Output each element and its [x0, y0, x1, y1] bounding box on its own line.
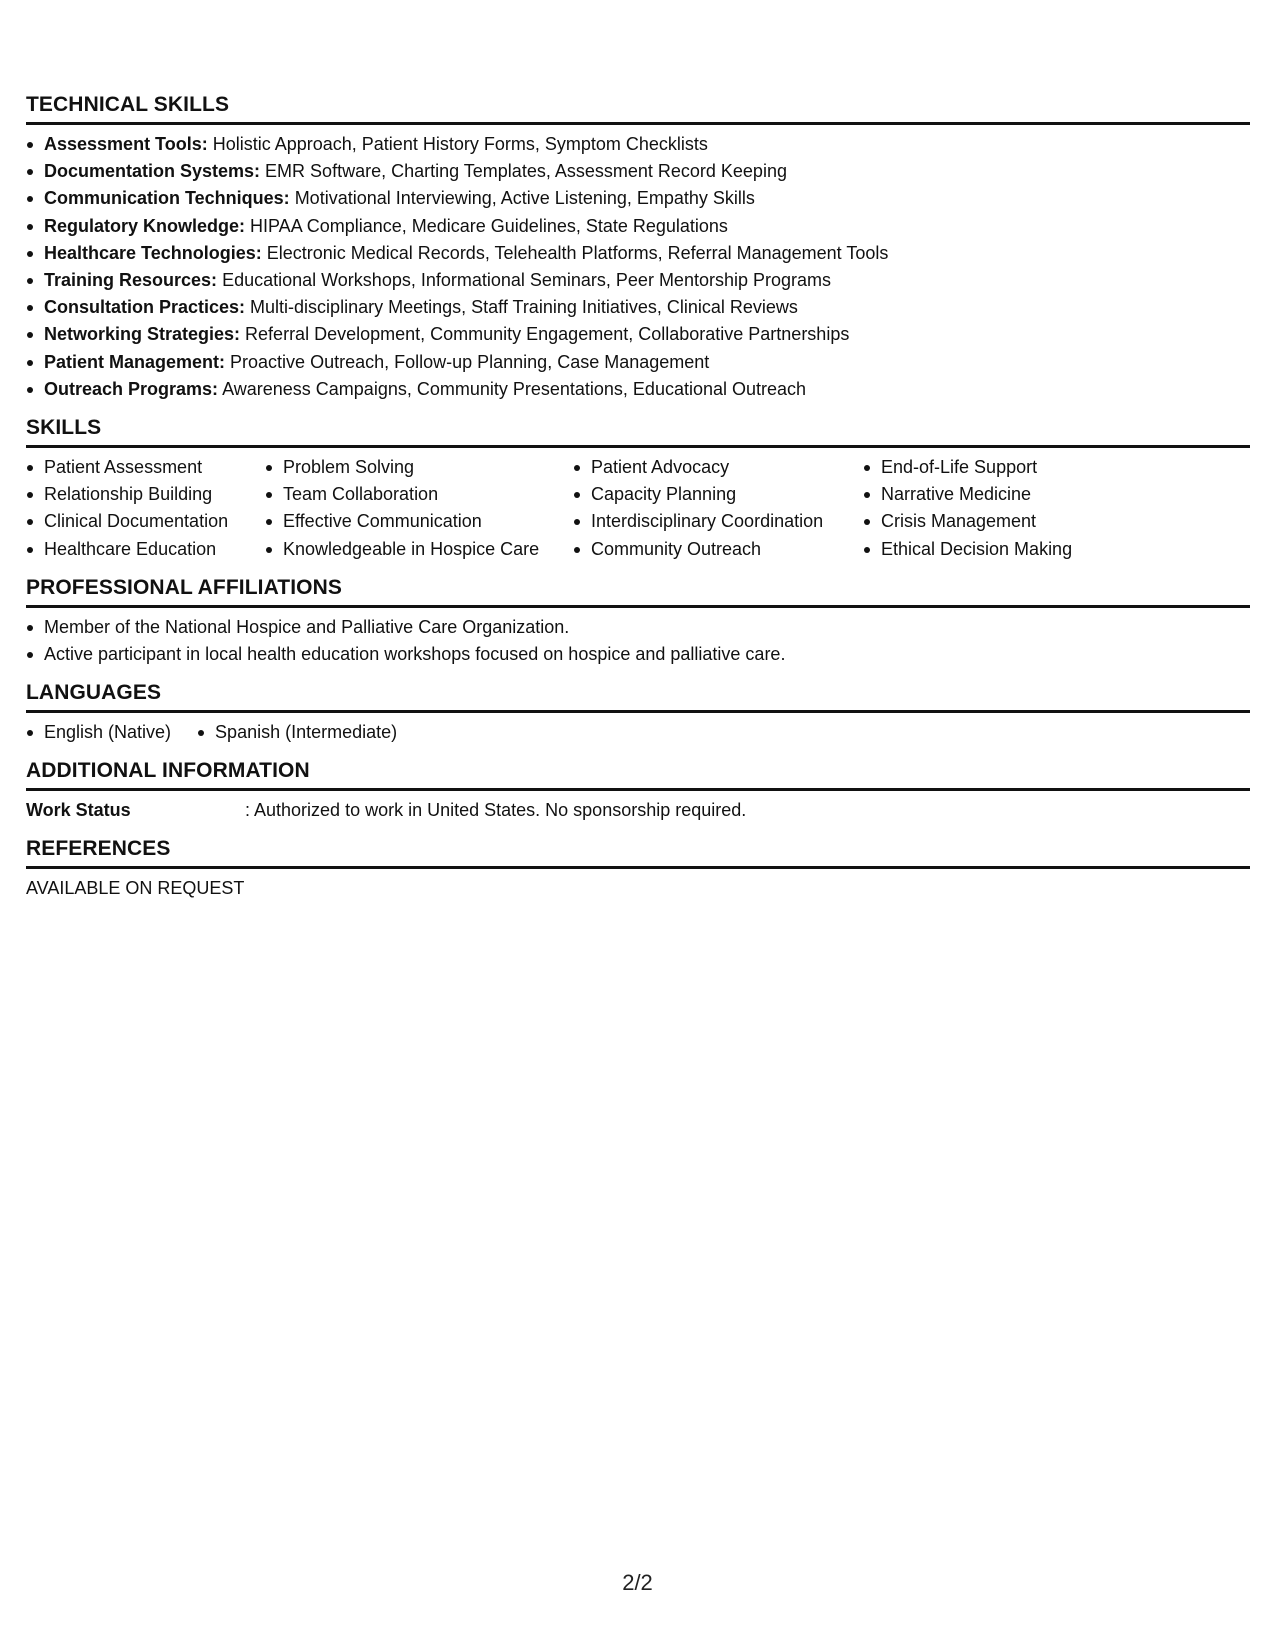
- item-text: Electronic Medical Records, Telehealth Platforms, Referral Management Tools: [261, 242, 889, 263]
- skills-column: [573, 454, 863, 563]
- work-status-label: Work Status: [26, 800, 131, 821]
- section-title: TECHNICAL SKILLS: [26, 92, 1250, 125]
- item-text: HIPAA Compliance, Medicare Guidelines, State Regulations: [245, 215, 728, 236]
- list-item: [44, 267, 1250, 294]
- item-label: Outreach Programs:: [44, 378, 219, 399]
- list-item: [44, 131, 1250, 158]
- item-label: Patient Management:: [44, 351, 226, 372]
- references-section: [26, 836, 1250, 902]
- section-title: SKILLS: [26, 415, 1250, 448]
- list-item: Community Outreach: [591, 536, 863, 563]
- section-title: REFERENCES: [26, 836, 1250, 869]
- item-text: Multi-disciplinary Meetings, Staff Training Initiatives, Clinical Reviews: [245, 297, 798, 318]
- skills-grid: [26, 454, 1250, 563]
- item-label: Communication Techniques:: [44, 188, 290, 209]
- item-label: Healthcare Technologies:: [44, 242, 262, 263]
- list-item: English (Native): [44, 719, 171, 746]
- list-item: [44, 213, 1250, 240]
- references-text: AVAILABLE ON REQUEST: [26, 878, 245, 899]
- list-item: Relationship Building: [44, 481, 265, 508]
- list-item: Patient Assessment: [44, 454, 265, 481]
- list-item: [44, 349, 1250, 376]
- list-item: Spanish (Intermediate): [215, 719, 397, 746]
- item-text: Proactive Outreach, Follow-up Planning, Case Management: [225, 351, 710, 372]
- list-item: Knowledgeable in Hospice Care: [283, 536, 573, 563]
- additional-info-section: [26, 758, 1250, 824]
- technical-skills-list: [26, 131, 1250, 403]
- section-title: PROFESSIONAL AFFILIATIONS: [26, 575, 1250, 608]
- list-item: Active participant in local health education workshops focused on hospice and palliative care.: [44, 641, 1250, 668]
- list-item: Member of the National Hospice and Palliative Care Organization.: [44, 614, 1250, 641]
- list-item: Interdisciplinary Coordination: [591, 508, 863, 535]
- list-item: [44, 240, 1250, 267]
- item-label: Training Resources:: [44, 270, 218, 291]
- languages-list: [26, 719, 1250, 746]
- list-item: [44, 158, 1250, 185]
- list-item: Narrative Medicine: [881, 481, 1141, 508]
- work-status-value: : Authorized to work in United States. No sponsorship required.: [245, 800, 747, 821]
- item-text: EMR Software, Charting Templates, Assessment Record Keeping: [260, 161, 787, 182]
- skills-section: [26, 415, 1250, 563]
- section-title: LANGUAGES: [26, 680, 1250, 713]
- affiliations-section: [26, 575, 1250, 668]
- skills-column: [863, 454, 1141, 563]
- item-text: Motivational Interviewing, Active Listening, Empathy Skills: [289, 188, 755, 209]
- list-item: Effective Communication: [283, 508, 573, 535]
- list-item: Crisis Management: [881, 508, 1141, 535]
- technical-skills-section: [26, 92, 1250, 403]
- item-text: Referral Development, Community Engagement, Collaborative Partnerships: [240, 324, 850, 345]
- item-label: Assessment Tools:: [44, 134, 208, 154]
- item-text: Holistic Approach, Patient History Forms, Symptom Checklists: [207, 134, 708, 154]
- item-text: Educational Workshops, Informational Seminars, Peer Mentorship Programs: [217, 270, 832, 291]
- list-item: [44, 321, 1250, 348]
- list-item: Clinical Documentation: [44, 508, 265, 535]
- list-item: [44, 294, 1250, 321]
- list-item: End-of-Life Support: [881, 454, 1141, 481]
- item-text: Awareness Campaigns, Community Presentations, Educational Outreach: [218, 378, 807, 399]
- list-item: Problem Solving: [283, 454, 573, 481]
- page-number: 2/2: [622, 1570, 653, 1595]
- languages-section: [26, 680, 1250, 746]
- list-item: [44, 185, 1250, 212]
- item-label: Consultation Practices:: [44, 297, 246, 318]
- skills-column: [265, 454, 573, 563]
- list-item: [44, 376, 1250, 403]
- item-label: Networking Strategies:: [44, 324, 241, 345]
- work-status-row: [26, 797, 1250, 824]
- section-title: ADDITIONAL INFORMATION: [26, 758, 1250, 791]
- list-item: Patient Advocacy: [591, 454, 863, 481]
- list-item: Capacity Planning: [591, 481, 863, 508]
- affiliations-list: [26, 614, 1250, 668]
- list-item: Ethical Decision Making: [881, 536, 1141, 563]
- item-label: Regulatory Knowledge:: [44, 215, 246, 236]
- list-item: Team Collaboration: [283, 481, 573, 508]
- skills-column: [26, 454, 265, 563]
- resume-page: [26, 92, 1250, 914]
- list-item: Healthcare Education: [44, 536, 265, 563]
- item-label: Documentation Systems:: [44, 161, 261, 182]
